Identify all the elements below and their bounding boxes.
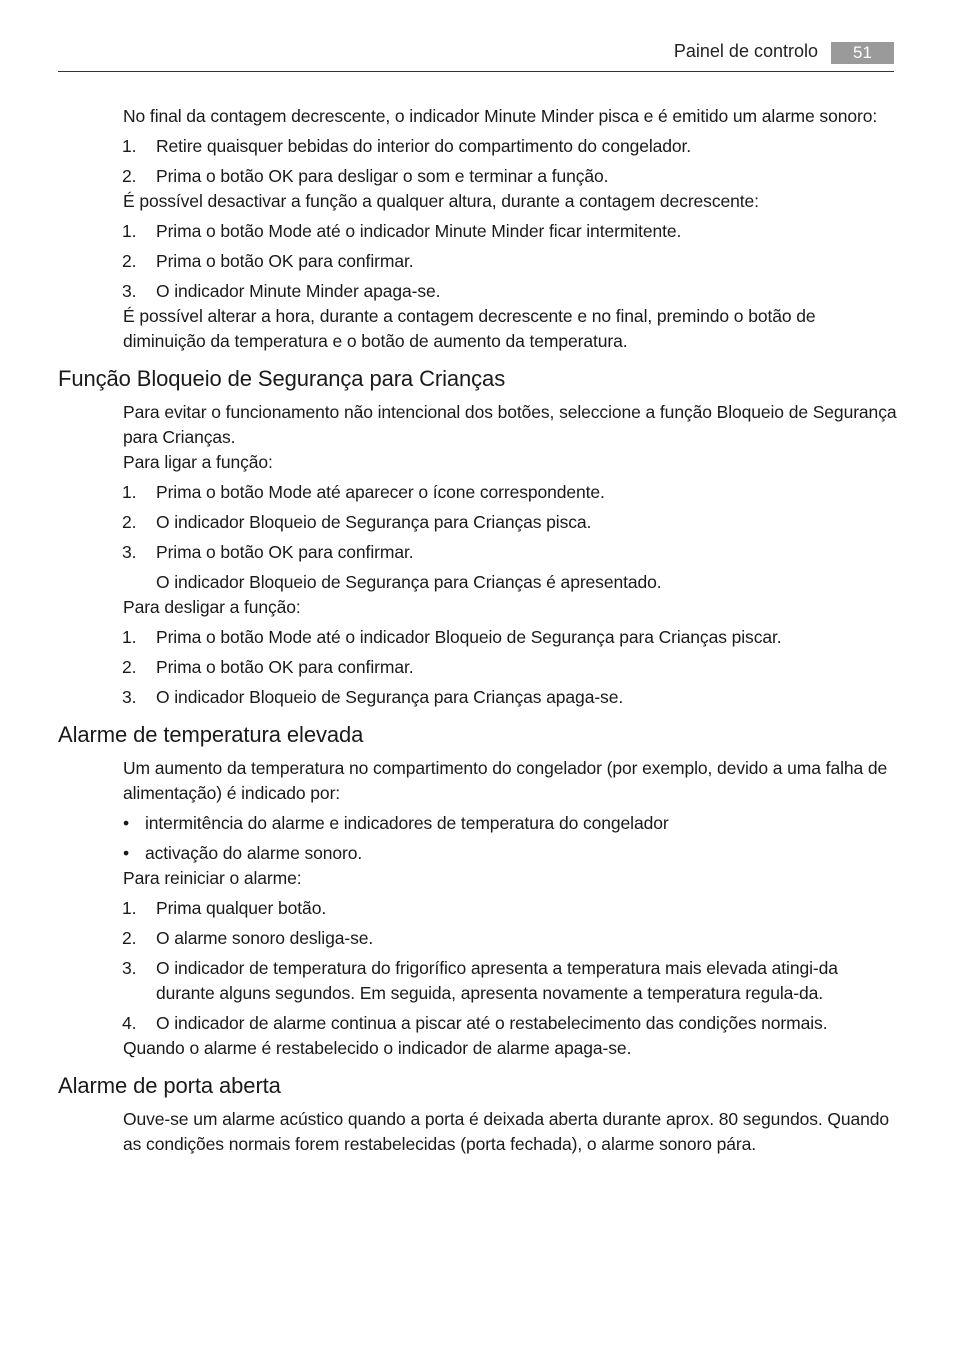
list-item: 2. O indicador Bloqueio de Segurança para Crianças pisca.: [122, 512, 592, 532]
section-heading-high-temp: Alarme de temperatura elevada: [58, 722, 364, 747]
page-header: [58, 40, 894, 72]
page-content: [58, 104, 898, 1157]
section-paragraph: Para evitar o funcionamento não intencional dos botões, seleccione a função Bloqueio de Segurança para Crianças.: [123, 402, 897, 447]
list-item: 1. Retire quaisquer bebidas do interior do compartimento do congelador.: [122, 136, 692, 156]
list-item: 3. O indicador Bloqueio de Segurança para Crianças apaga-se.: [122, 687, 624, 707]
intro-paragraph: É possível alterar a hora, durante a contagem decrescente e no final, premindo o botão de diminuição da temperatura e o botão de aumento da temperatura.: [123, 306, 816, 351]
list-item: 1. Prima o botão Mode até aparecer o ícone correspondente.: [122, 482, 605, 502]
list-item: 1. Prima o botão Mode até o indicador Minute Minder ficar intermitente.: [122, 221, 682, 241]
section-paragraph: Para reiniciar o alarme:: [123, 868, 302, 888]
intro-paragraph: É possível desactivar a função a qualquer altura, durante a contagem decrescente:: [123, 191, 759, 211]
section-heading-door-alarm: Alarme de porta aberta: [58, 1073, 281, 1098]
section-paragraph: Quando o alarme é restabelecido o indicador de alarme apaga-se.: [123, 1038, 632, 1058]
list-item: 2. O alarme sonoro desliga-se.: [122, 928, 374, 948]
list-item: 2. Prima o botão OK para desligar o som e terminar a função.: [122, 166, 609, 186]
section-paragraph: Para ligar a função:: [123, 452, 273, 472]
section-paragraph: Ouve-se um alarme acústico quando a porta é deixada aberta durante aprox. 80 segundos. Quando as condições normais forem restabelecidas (porta fechada), o alarme sonoro pára.: [123, 1109, 890, 1154]
list-item: 4. O indicador de alarme continua a piscar até o restabelecimento das condições normais.: [122, 1013, 828, 1033]
section-paragraph: Para desligar a função:: [123, 597, 301, 617]
list-item: 1. Prima o botão Mode até o indicador Bloqueio de Segurança para Crianças piscar.: [122, 627, 782, 647]
list-note: O indicador Bloqueio de Segurança para Crianças é apresentado.: [156, 572, 662, 592]
list-item: 3. Prima o botão OK para confirmar.: [122, 542, 414, 562]
list-item: 2. Prima o botão OK para confirmar.: [122, 251, 414, 271]
list-item: 1. Prima qualquer botão.: [122, 898, 327, 918]
list-item: 3. O indicador de temperatura do frigorífico apresenta a temperatura mais elevada atingi-da durante alguns segundos. Em seguida, apresenta novamente a temperatura regula-da.: [122, 958, 838, 1003]
list-item: 3. O indicador Minute Minder apaga-se.: [122, 281, 441, 301]
intro-paragraph: No final da contagem decrescente, o indicador Minute Minder pisca e é emitido um alarme sonoro:: [123, 106, 878, 126]
bullet-item: • activação do alarme sonoro.: [123, 843, 363, 863]
section-heading-child-lock: Função Bloqueio de Segurança para Crianças: [58, 366, 506, 391]
section-paragraph: Um aumento da temperatura no compartimento do congelador (por exemplo, devido a uma falha de alimentação) é indicado por:: [123, 758, 888, 803]
list-item: 2. Prima o botão OK para confirmar.: [122, 657, 414, 677]
header-title: Painel de controlo: [673, 41, 818, 61]
page-number: 51: [831, 42, 894, 64]
bullet-item: • intermitência do alarme e indicadores de temperatura do congelador: [123, 813, 669, 833]
